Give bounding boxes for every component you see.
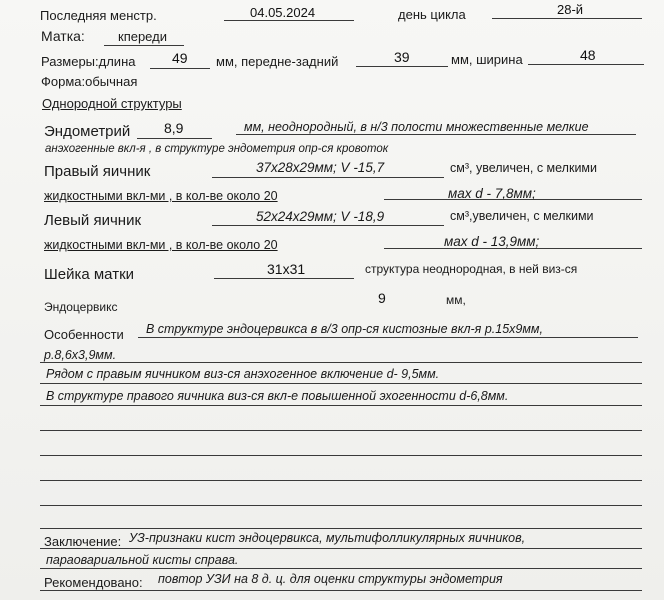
mm-width-label: мм, ширина bbox=[451, 52, 523, 67]
cycle-day-value: 28-й bbox=[557, 2, 584, 17]
field-line bbox=[40, 405, 642, 406]
uterus-form: Форма:обычная bbox=[41, 74, 138, 89]
cervix-desc: структура неоднородная, в ней виз-ся bbox=[365, 262, 578, 276]
left-ovary-value: 52x24x29мм; V -18,9 bbox=[256, 209, 385, 224]
left-ovary-label: Левый яичник bbox=[44, 212, 142, 229]
endocervix-unit: мм, bbox=[446, 293, 466, 307]
endocervix-value: 9 bbox=[378, 290, 386, 306]
field-line bbox=[384, 248, 642, 249]
right-ovary-max: мах d - 7,8мм; bbox=[448, 186, 536, 201]
field-line bbox=[40, 548, 642, 549]
features-line-2: р.8,6x3,9мм. bbox=[44, 348, 117, 362]
endometrium-value: 8,9 bbox=[164, 120, 184, 136]
blank-line bbox=[40, 430, 642, 431]
conclusion-line-1: УЗ-признаки кист эндоцервикса, мультифолликулярных яичников, bbox=[129, 531, 526, 545]
field-line bbox=[40, 362, 642, 363]
field-line bbox=[492, 18, 642, 19]
cervix-label: Шейка матки bbox=[44, 266, 135, 283]
recommendation-text: повтор УЗИ на 8 д. ц. для оценки структуры эндометрия bbox=[158, 572, 503, 586]
mm-ap-label: мм, передне-задний bbox=[216, 54, 339, 69]
right-ovary-label: Правый яичник bbox=[44, 163, 151, 180]
field-line bbox=[214, 278, 354, 279]
field-line bbox=[384, 199, 642, 200]
field-line bbox=[212, 225, 444, 226]
field-line bbox=[212, 177, 444, 178]
field-line bbox=[224, 20, 354, 21]
field-line bbox=[40, 590, 642, 591]
endometrium-desc-2: анэхогенные вкл-я , в структуре эндометрия опр-ся кровоток bbox=[45, 143, 389, 155]
last-menstruation-value: 04.05.2024 bbox=[250, 5, 316, 20]
field-line bbox=[236, 134, 636, 135]
conclusion-label: Заключение: bbox=[44, 534, 122, 549]
uterus-length: 49 bbox=[172, 50, 188, 66]
blank-line bbox=[40, 505, 642, 506]
field-line bbox=[104, 45, 184, 46]
last-menstruation-label: Последняя менстр. bbox=[40, 8, 157, 23]
features-label: Особенности bbox=[44, 327, 124, 342]
field-line bbox=[138, 337, 638, 338]
left-ovary-desc: см³,увеличен, с мелкими bbox=[450, 209, 594, 223]
field-line bbox=[40, 383, 642, 384]
uterus-position: кпереди bbox=[118, 29, 167, 44]
field-line bbox=[40, 568, 642, 569]
uterus-structure: Однородной структуры bbox=[42, 96, 182, 111]
uterus-label: Матка: bbox=[41, 28, 85, 44]
field-line bbox=[137, 138, 212, 139]
uterus-ap: 39 bbox=[394, 49, 410, 65]
right-ovary-desc-2: жидкостными вкл-ми , в кол-ве около 20 bbox=[44, 189, 278, 203]
features-line-4: В структуре правого яичника виз-ся вкл-е повышенной эхогенности d-6,8мм. bbox=[46, 389, 509, 403]
field-line bbox=[528, 64, 644, 65]
blank-line bbox=[40, 480, 642, 481]
field-line bbox=[356, 66, 448, 67]
conclusion-line-2: параовариальной кисты справа. bbox=[46, 553, 239, 567]
blank-line bbox=[40, 528, 642, 529]
endometrium-desc-1: мм, неоднородный, в н/3 полости множественные мелкие bbox=[244, 120, 589, 134]
cycle-day-label: день цикла bbox=[398, 7, 466, 22]
endocervix-label: Эндоцервикс bbox=[44, 300, 118, 314]
right-ovary-desc: см³, увеличен, с мелкими bbox=[450, 161, 598, 175]
field-line bbox=[150, 68, 210, 69]
uterus-width: 48 bbox=[580, 47, 596, 63]
cervix-value: 31x31 bbox=[267, 261, 306, 277]
endometrium-label: Эндометрий bbox=[44, 123, 131, 140]
recommendation-label: Рекомендовано: bbox=[44, 575, 143, 590]
right-ovary-value: 37x28x29мм; V -15,7 bbox=[256, 160, 385, 175]
left-ovary-max: мах d - 13,9мм; bbox=[444, 234, 540, 249]
features-line-3: Рядом с правым яичником виз-ся анэхогенное включение d- 9,5мм. bbox=[46, 367, 440, 381]
blank-line bbox=[40, 455, 642, 456]
left-ovary-desc-2: жидкостными вкл-ми , в кол-ве около 20 bbox=[44, 238, 278, 252]
sizes-label: Размеры:длина bbox=[41, 54, 136, 69]
features-line-1: В структуре эндоцервикса в в/3 опр-ся кистозные вкл-я р.15x9мм, bbox=[146, 322, 543, 336]
